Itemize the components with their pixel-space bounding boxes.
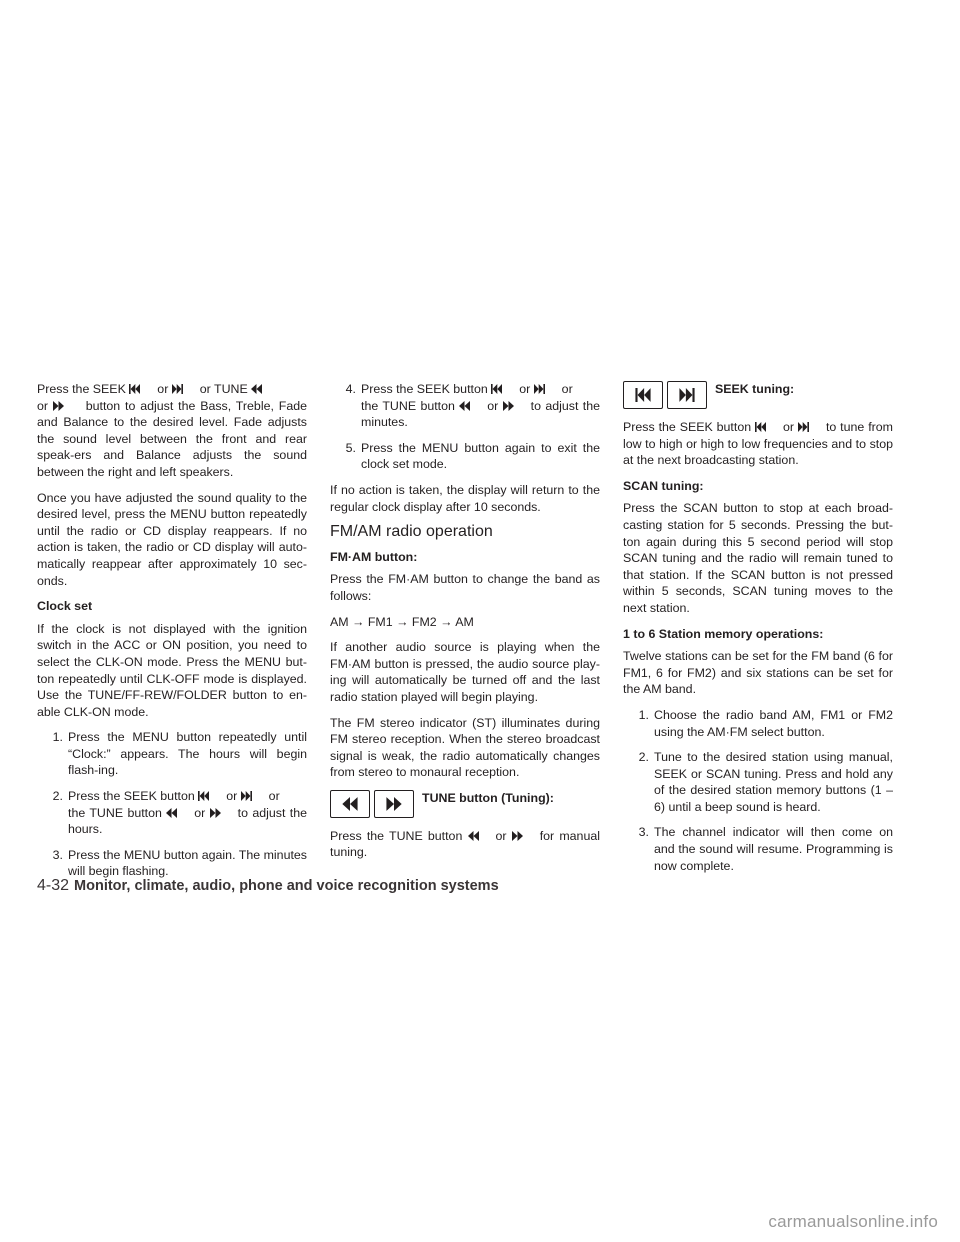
tune-button-illustration <box>330 790 600 818</box>
step-text: Press the SEEK button <box>68 789 195 804</box>
list-number: 1. <box>638 707 649 722</box>
section-title: Monitor, climate, audio, phone and voice recognition systems <box>74 878 499 894</box>
seek-paragraph <box>623 419 893 469</box>
rewind-button-graphic <box>330 790 370 818</box>
list-number: 3. <box>52 847 63 862</box>
stereo-paragraph: The FM stereo indicator (ST) illuminates during FM stereo reception. When the stereo broadcast signal is weak, the radio automatically changes from stereo to monaural reception. <box>330 715 600 780</box>
list-item <box>330 440 600 473</box>
list-number: 4. <box>345 382 356 396</box>
seek-back-icon <box>129 382 157 394</box>
or-text: or <box>783 420 795 434</box>
seek-forward-icon <box>676 388 698 402</box>
fm-am-paragraph: Press the FM·AM button to change the band as follows: <box>330 572 600 603</box>
seek-button-illustration <box>623 381 893 409</box>
scan-paragraph: Press the SCAN button to stop at each broad-casting station for 5 seconds. Pressing the but-ton again during this 5 second period will stop SCAN tuning and the radio will remain tuned to that station. If the SCAN button is not pressed within 5 seconds, SCAN tuning moves to the next station. <box>623 501 893 615</box>
list-number: 1. <box>52 730 63 745</box>
tune-text: Press the TUNE button <box>330 828 463 843</box>
list-text: Choose the radio band AM, FM1 or FM2 using the AM·FM select button. <box>654 707 893 739</box>
memory-paragraph: Twelve stations can be set for the FM band (6 for FM1, 6 for FM2) and six stations can be set for the AM band. <box>623 649 893 697</box>
list-number: 2. <box>638 750 649 765</box>
list-item <box>623 749 893 815</box>
tune-paragraph <box>330 828 600 861</box>
seek-forward-icon <box>798 420 826 432</box>
seek-forward-icon <box>534 382 562 394</box>
sound-quality-paragraph: Once you have adjusted the sound quality to the desired level, press the MENU button repeatedly until the radio or CD display reappears. If no action is taken, the radio or CD display will auto-matically reappear after approximately 10 sec-onds. <box>37 490 307 588</box>
fast-forward-icon <box>210 806 238 818</box>
list-item <box>623 707 893 740</box>
or-tune-text: or TUNE <box>199 382 248 396</box>
step-text: Press the SEEK button <box>361 382 488 396</box>
list-item <box>37 729 307 779</box>
step-text: to adjust the minutes. <box>361 398 600 430</box>
or-text: or <box>157 382 169 396</box>
column-left <box>37 381 307 889</box>
list-item <box>37 847 307 880</box>
clock-set-heading: Clock set <box>37 599 93 614</box>
audio-source-paragraph: If another audio source is playing when the FM·AM button is pressed, the audio source play-ing will automatically be turned off and the last radio station played will begin playing. <box>330 640 600 704</box>
list-item <box>37 788 307 838</box>
rewind-icon <box>166 806 194 818</box>
list-text: The channel indicator will then come on and the sound will resume. Programming is now complete. <box>654 825 893 873</box>
fast-forward-icon <box>53 399 81 411</box>
seek-back-button-graphic <box>623 381 663 409</box>
step-text: the TUNE button <box>361 398 455 413</box>
intro-text: Press the SEEK <box>37 382 126 396</box>
list-text: Tune to the desired station using manual, SEEK or SCAN tuning. Press and hold any of the desired station memory buttons (1 – 6) until a beep sound is heard. <box>654 750 893 814</box>
tune-text: for manual tuning. <box>330 828 600 860</box>
memory-heading: 1 to 6 Station memory operations: <box>623 626 824 641</box>
fm-am-button-heading: FM·AM button: <box>330 549 418 564</box>
list-text: Press the MENU button again to exit the clock set mode. <box>361 440 600 472</box>
seek-text: Press the SEEK button <box>623 420 752 434</box>
or-text: or <box>226 789 238 804</box>
list-number: 3. <box>638 825 649 840</box>
or-text: or <box>519 382 531 396</box>
or-text: or <box>495 828 507 843</box>
band-sequence: AM → FM1 → FM2 → AM <box>330 614 474 629</box>
fm-am-section-heading: FM/AM radio operation <box>330 523 493 541</box>
step-text: to adjust the hours. <box>68 805 307 837</box>
page-number: 4-32 <box>37 877 70 894</box>
scan-tuning-heading: SCAN tuning: <box>623 478 704 493</box>
list-number: 5. <box>345 440 356 455</box>
seek-tuning-label: SEEK tuning: <box>715 382 795 396</box>
seek-text: to tune from low to high or high to low frequencies and to stop at the next broadcasting station. <box>623 420 893 468</box>
column-right <box>623 381 893 883</box>
seek-back-icon <box>198 789 226 801</box>
seek-back-icon <box>755 420 783 432</box>
or-text: or <box>194 805 206 820</box>
seek-back-icon <box>491 382 519 394</box>
list-text: Press the MENU button repeatedly until “Clock:” appears. The hours will begin flash-ing. <box>68 730 307 778</box>
or-text: or <box>561 382 573 396</box>
fast-forward-icon <box>512 829 540 841</box>
list-text <box>361 381 600 431</box>
list-text: Press the MENU button again. The minutes will begin flashing. <box>68 847 307 879</box>
or-text: or <box>487 398 499 413</box>
clock-set-paragraph: If the clock is not displayed with the ignition switch in the ACC or ON position, you need to select the CLK-ON mode. Press the MENU but-ton repeatedly until CLK-OFF mode is displayed. Use the TUNE/FF-REW/FOLDER button to en-able CLK-ON mode. <box>37 621 307 719</box>
list-number: 2. <box>52 789 63 804</box>
seek-back-icon <box>632 388 654 402</box>
rewind-icon <box>459 399 487 411</box>
fast-forward-button-graphic <box>374 790 414 818</box>
page-footer <box>37 877 917 895</box>
or-text: or <box>37 398 49 413</box>
list-item <box>623 824 893 874</box>
or-text: or <box>268 789 280 804</box>
rewind-icon <box>468 829 496 841</box>
tune-button-label: TUNE button (Tuning): <box>422 790 554 805</box>
seek-forward-icon <box>172 382 200 394</box>
fast-forward-icon <box>503 399 531 411</box>
rewind-icon <box>251 382 279 394</box>
intro-rest-text: button to adjust the Bass, Treble, Fade and Balance to the desired level. Fade adjusts the sound level between the front and rear speak-ers and Balance adjusts the sound between the right and left speakers. <box>37 398 308 479</box>
seek-forward-icon <box>241 789 269 801</box>
return-paragraph: If no action is taken, the display will return to the regular clock display after 10 seconds. <box>330 482 600 514</box>
list-text <box>68 788 307 838</box>
seek-forward-button-graphic <box>667 381 707 409</box>
step-text: the TUNE button <box>68 805 162 820</box>
column-middle <box>330 381 600 870</box>
list-item <box>330 381 600 431</box>
watermark[interactable]: carmanualsonline.info <box>768 1212 938 1231</box>
rewind-icon <box>339 797 361 811</box>
fast-forward-icon <box>383 797 405 811</box>
intro-paragraph <box>37 381 307 481</box>
